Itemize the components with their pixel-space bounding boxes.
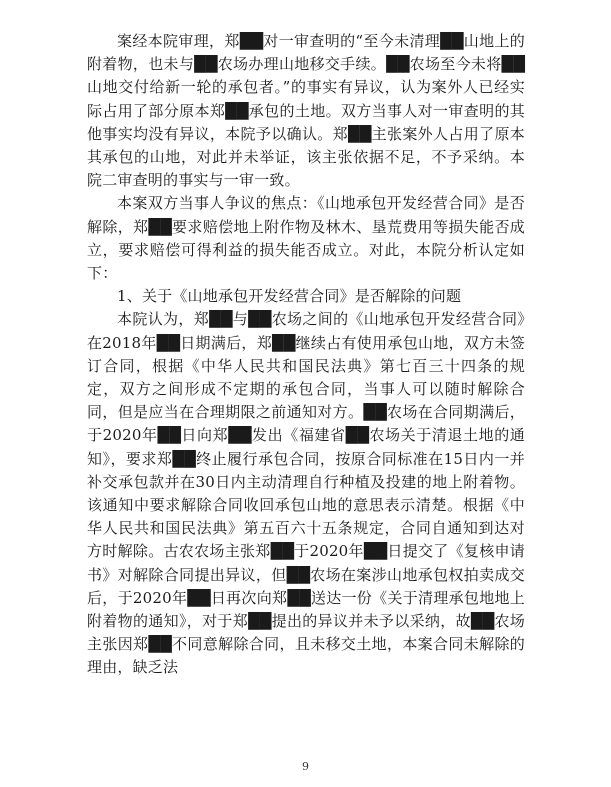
paragraph-dispute-focus: 本案双方当事人争议的焦点：《山地承包开发经营合同》是否解除，郑██要求赔偿地上附作物及林木、垦荒费用等损失能否成立，要求赔偿可得利益的损失能否成立。对此，本院分析认定如下： — [87, 194, 525, 283]
paragraph-court-opinion: 本院认为，郑██与██农场之间的《山地承包开发经营合同》在2018年██日期满后，郑██继续占有使用承包山地，双方未签订合同，根据《中华人民共和国民法典》第七百三十四条的规定，双方之间形成不定期的承包合同，当事人可以随时解除合同，但是应当在合理期限之前通知对方。██农场在合同期满后，于2020年██日向郑██发出《福建省██农场关于清退土地的通知》，要求郑██终止履行承包合同，按原合同标准在15日内一并补交承包款并在30日内主动清理自行种植及投建的地上附着物。该通知中要求解除合同收回承包山地的意思表示清楚。根据《中华人民共和国民法典》第五百六十五条规定，合同自通知到达对方时解除。古农农场主张郑██于2020年██日提交了《复核申请书》对解除合同提出异议，但██农场在案涉山地承包权拍卖成交后，于2020年██日再次向郑██送达一份《关于清理承包地地上附着物的通知》，对于郑██提出的异议并未予以采纳，故██农场主张因郑██不同意解除合同，且未移交土地，本案合同未解除的理由，缺乏法 — [87, 310, 525, 677]
body-text — [87, 30, 525, 680]
section-heading-contract-termination: 1、关于《山地承包开发经营合同》是否解除的问题 — [117, 287, 462, 306]
page-number: 9 — [302, 760, 309, 773]
paragraph-review-findings: 案经本院审理，郑██对一审查明的“至今未清理██山地上的附着物，也未与██农场办理山地移交手续。██农场至今未将██山地交付给新一轮的承包者。”的事实有异议，认为案外人已经实际占用了部分原本郑██承包的土地。双方当事人对一审查明的其他事实均没有异议，本院予以确认。郑██主张案外人占用了原本其承包的山地，对此并未举证，该主张依据不足，不予采纳。本院二审查明的事实与一审一致。 — [87, 32, 525, 190]
